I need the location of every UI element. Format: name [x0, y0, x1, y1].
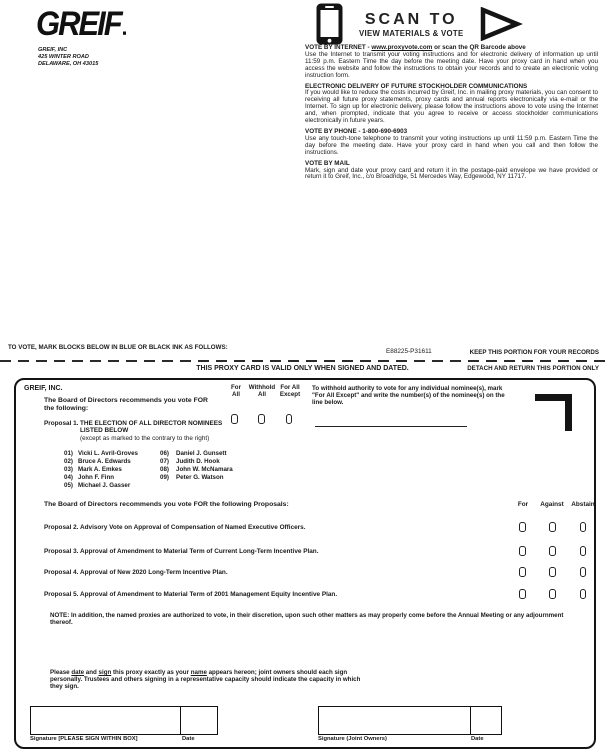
control-code: E88225-P31611 [386, 348, 432, 355]
address-line: DELAWARE, OH 43015 [38, 61, 99, 67]
proposal3-for-checkbox[interactable] [519, 546, 526, 556]
nominee-number: 07) [160, 458, 169, 465]
proposal2-against-checkbox[interactable] [549, 522, 556, 532]
proposal-1-checkboxes [231, 414, 292, 424]
nominee-exception-writein-line[interactable] [315, 412, 467, 427]
note-paragraph [50, 612, 566, 626]
nominee-number: 05) [64, 482, 73, 489]
proposal1-for-all-except-checkbox[interactable] [286, 414, 293, 424]
nominee-name: Daniel J. Gunsett [176, 450, 227, 457]
proposal4-abstain-checkbox[interactable] [580, 567, 587, 577]
company-address [38, 47, 98, 68]
proxy-ballot-card [14, 378, 596, 749]
proxyvote-link[interactable]: www.proxyvote.com [371, 44, 433, 51]
joint-signature-label: Signature (Joint Owners) [318, 736, 387, 742]
nominee-name: John W. McNamara [176, 466, 233, 473]
board-recommendation-1: The Board of Directors recommends you vote FOR the following: [44, 397, 208, 412]
signature-label: Signature [PLEASE SIGN WITHIN BOX] [30, 736, 138, 742]
proposal4-against-checkbox[interactable] [549, 567, 556, 577]
proposal1-withhold-all-checkbox[interactable] [258, 414, 265, 424]
nominee-name: Vicki L. Avril-Groves [78, 450, 138, 457]
nominee-name: John F. Finn [78, 474, 115, 481]
proposal-2-text: Advisory Vote on Approval of Compensation of Named Executive Officers. [80, 524, 306, 531]
proposal5-for-checkbox[interactable] [519, 589, 526, 599]
proposal2-for-checkbox[interactable] [519, 522, 526, 532]
arrow-right-icon [479, 7, 523, 41]
vote-by-mail-paragraph [305, 161, 598, 182]
proposal-2-row [44, 524, 514, 531]
electronic-delivery-heading: ELECTRONIC DELIVERY OF FUTURE STOCKHOLDER COMMUNICATIONS [305, 82, 528, 90]
note-label: NOTE: [50, 612, 70, 619]
scan-text-block [359, 11, 463, 38]
board-recommendation-2: The Board of Directors recommends you vote FOR the following Proposals: [44, 501, 289, 508]
proposal-4-text: Approval of New 2020 Long-Term Incentive Plan. [80, 569, 228, 576]
proposal-4-checkboxes [519, 567, 586, 577]
signature-date-divider [180, 707, 181, 734]
joint-date-label: Date [471, 736, 484, 742]
vote-by-phone-heading: VOTE BY PHONE - 1-800-690-6903 [305, 127, 408, 135]
proposal3-abstain-checkbox[interactable] [580, 546, 587, 556]
proposal5-against-checkbox[interactable] [549, 589, 556, 599]
sign-instructions-paragraph: Please date and sign this proxy exactly as your name appears hereon; joint owners should each sign personally. Trustees and others signing in a representative capacity should indicate the capacity in which they sign. [50, 669, 361, 691]
nominee-number: 03) [64, 466, 73, 473]
proposal5-abstain-checkbox[interactable] [580, 589, 587, 599]
vote-by-internet-paragraph [305, 45, 598, 80]
proposal-4-row [44, 569, 514, 576]
proposal-3-text: Approval of Amendment to Material Term of Current Long-Term Incentive Plan. [80, 548, 319, 555]
greif-logo [36, 4, 126, 44]
proposal-5-row [44, 591, 514, 598]
proposal1-for-all-checkbox[interactable] [231, 414, 238, 424]
column-header-abstain: Abstain [571, 501, 595, 508]
withhold-authority-note: To withhold authority to vote for any individual nominee(s), mark "For All Except" and write the number(s) of the nominee(s) on the line below. [312, 385, 505, 406]
keep-portion-text: KEEP THIS PORTION FOR YOUR RECORDS [469, 349, 599, 356]
proposal-1-text [80, 420, 230, 442]
address-line: 425 WINTER ROAD [38, 54, 89, 60]
proposal-1-label: Proposal 1. [44, 420, 79, 427]
electronic-delivery-paragraph [305, 84, 598, 125]
proposal-1-title: THE ELECTION OF ALL DIRECTOR NOMINEES LISTED BELOW [80, 420, 223, 435]
proposal3-against-checkbox[interactable] [549, 546, 556, 556]
logo-text: GREIF [36, 4, 121, 43]
address-line: GREIF, INC [38, 47, 68, 53]
nominee-number: 09) [160, 474, 169, 481]
detach-dashed-line [0, 360, 605, 362]
vote-by-mail-heading: VOTE BY MAIL [305, 159, 350, 167]
vote-by-phone-paragraph [305, 129, 598, 157]
card-company-name: GREIF, INC. [24, 385, 63, 392]
electronic-delivery-body: If you would like to reduce the costs incurred by Greif, Inc. in mailing proxy materials, you can consent to receiving all future proxy statements, proxy cards and annual reports electronically via e-mail or the Internet. To sign up for electronic delivery, please follow the instructions above to vote using the Internet and, when prompted, indicate that you agree to receive or access stockholder communications electronically in future years. [305, 89, 598, 125]
proposal-5-text: Approval of Amendment to Material Term of 2001 Management Equity Incentive Plan. [80, 591, 338, 598]
nominee-number: 06) [160, 450, 169, 457]
detach-return-text: DETACH AND RETURN THIS PORTION ONLY [467, 365, 599, 372]
vote-by-internet-heading: VOTE BY INTERNET - www.proxyvote.com or scan the QR Barcode above [305, 44, 526, 51]
voting-instructions [305, 45, 598, 185]
column-header-for-all: For All [231, 384, 241, 398]
nominee-number: 08) [160, 466, 169, 473]
proposal-5-checkboxes [519, 589, 586, 599]
proposal-1-row [44, 420, 230, 442]
proposal-4-label: Proposal 4. [44, 569, 79, 576]
signature-box[interactable] [30, 706, 218, 735]
corner-registration-mark [535, 394, 572, 431]
mark-blocks-instruction: TO VOTE, MARK BLOCKS BELOW IN BLUE OR BLACK INK AS FOLLOWS: [8, 344, 228, 351]
vote-by-mail-body: Mark, sign and date your proxy card and return it in the postage-paid envelope we have provided or return it to Greif, Inc., c/o Broadridge, 51 Mercedes Way, Edgewood, NY 11717. [305, 166, 598, 181]
vote-by-internet-body: Use the Internet to transmit your voting instructions and for electronic delivery of information up until 11:59 p.m. Eastern Time the day before the meeting date. Have your proxy card in hand when you access the website and follow the instructions to obtain your records and to create an electronic voting instruction form. [305, 50, 598, 79]
scan-banner [316, 3, 523, 45]
column-header-against: Against [540, 501, 564, 508]
proposal2-abstain-checkbox[interactable] [580, 522, 587, 532]
column-header-for-all-except: For All Except [279, 384, 301, 398]
nominee-number: 04) [64, 474, 73, 481]
vote-by-phone-body: Use any touch-tone telephone to transmit your voting instructions up until 11:59 p.m. Eastern Time the day before the meeting date. Have your proxy card in hand when you call and then follow the instructions. [305, 134, 598, 156]
proposal4-for-checkbox[interactable] [519, 567, 526, 577]
nominee-name: Peter G. Watson [176, 474, 224, 481]
view-materials-text: VIEW MATERIALS & VOTE [359, 28, 464, 38]
proposal-3-row [44, 548, 514, 555]
smartphone-icon [316, 3, 343, 45]
proposal-1-subtitle: (except as marked to the contrary to the right) [80, 434, 210, 442]
nominee-name: Bruce A. Edwards [78, 458, 131, 465]
scan-to-text: SCAN TO [364, 10, 458, 28]
proposal-2-label: Proposal 2. [44, 524, 79, 531]
nominee-name: Michael J. Gasser [78, 482, 131, 489]
proposal-2-checkboxes [519, 522, 586, 532]
date-label: Date [182, 736, 195, 742]
proposal-3-label: Proposal 3. [44, 548, 79, 555]
proposal-3-checkboxes [519, 546, 586, 556]
logo-trademark-dot [123, 32, 126, 35]
nominee-name: Judith D. Hook [176, 458, 220, 465]
nominee-name: Mark A. Emkes [78, 466, 122, 473]
column-header-withhold-all: Withhold All [248, 384, 276, 398]
joint-signature-box[interactable] [318, 706, 502, 735]
proposal-5-label: Proposal 5. [44, 591, 79, 598]
nominee-number: 02) [64, 458, 73, 465]
valid-when-signed-text: THIS PROXY CARD IS VALID ONLY WHEN SIGNED AND DATED. [196, 365, 409, 372]
note-text: In addition, the named proxies are authorized to vote, in their discretion, upon such other matters as may properly come before the Annual Meeting or any adjournment thereof. [50, 612, 564, 627]
joint-signature-date-divider [470, 707, 471, 734]
column-header-for: For [517, 501, 529, 508]
nominee-number: 01) [64, 450, 73, 457]
nominee-list [64, 450, 233, 490]
